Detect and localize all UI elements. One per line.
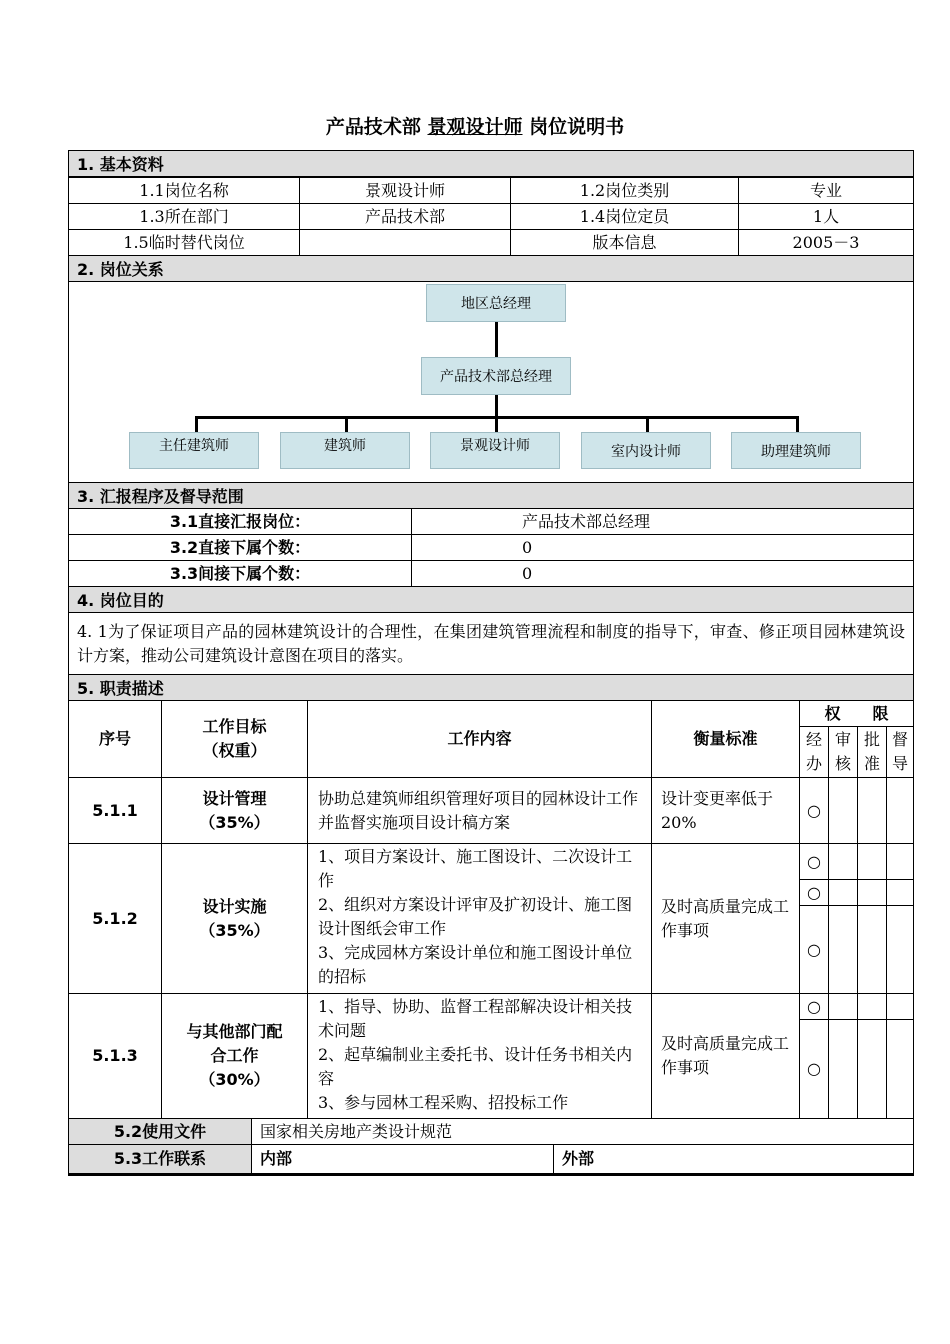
duty-goal: 与其他部门配 合工作 （30%） xyxy=(161,993,308,1119)
org-node-assistant-architect: 助理建筑师 xyxy=(731,432,861,469)
org-connector xyxy=(195,416,198,432)
post-type-value: 专业 xyxy=(738,177,914,204)
authority-empty xyxy=(857,777,887,844)
duty-content: 1、项目方案设计、施工图设计、二次设计工作 2、组织对方案设计评审及扩初设计、施工图设计图纸会审工作 3、完成园林方案设计单位和施工图设计单位的招标 xyxy=(307,843,652,994)
authority-mark: ○ xyxy=(799,843,829,880)
duty-no: 5.1.3 xyxy=(68,993,162,1119)
substitute-value xyxy=(299,229,511,256)
authority-empty xyxy=(857,1019,887,1119)
section-basic-header: 1. 基本资料 xyxy=(68,150,914,177)
org-node-chief-architect: 主任建筑师 xyxy=(129,432,259,469)
duty-content: 1、指导、协助、监督工程部解决设计相关技术问题 2、起草编制业主委托书、设计任务书相关内容 3、参与园林工程采购、招投标工作 xyxy=(307,993,652,1119)
contact-external: 外部 xyxy=(553,1144,914,1176)
duty-no: 5.1.1 xyxy=(68,777,162,844)
authority-empty xyxy=(828,843,858,880)
post-name-value: 景观设计师 xyxy=(299,177,511,204)
direct-subordinates-label: 3.2直接下属个数： xyxy=(68,534,412,561)
duty-goal: 设计管理 （35%） xyxy=(161,777,308,844)
post-name-label: 1.1岗位名称 xyxy=(68,177,300,204)
contact-internal: 内部 xyxy=(251,1144,554,1176)
direct-report-value: 产品技术部总经理 xyxy=(411,508,914,535)
authority-empty xyxy=(857,993,887,1020)
org-connector xyxy=(345,416,348,432)
direct-subordinates-value: 0 xyxy=(411,534,914,561)
section-purpose-header: 4. 岗位目的 xyxy=(68,586,914,613)
authority-empty xyxy=(886,843,914,880)
org-connector xyxy=(646,416,649,432)
docs-value: 国家相关房地产类设计规范 xyxy=(251,1118,914,1145)
authority-empty xyxy=(857,843,887,880)
section-relations-header: 2. 岗位关系 xyxy=(68,255,914,282)
auth-col-supervise: 督 导 xyxy=(886,726,914,778)
org-connector xyxy=(796,416,799,432)
authority-empty xyxy=(886,905,914,994)
duty-content: 协助总建筑师组织管理好项目的园林设计工作并监督实施项目设计稿方案 xyxy=(307,777,652,844)
auth-col-review: 审 核 xyxy=(828,726,858,778)
dept-label: 1.3所在部门 xyxy=(68,203,300,230)
dept-value: 产品技术部 xyxy=(299,203,511,230)
version-value: 2005－3 xyxy=(738,229,914,256)
post-type-label: 1.2岗位类别 xyxy=(510,177,739,204)
version-label: 版本信息 xyxy=(510,229,739,256)
authority-empty xyxy=(828,993,858,1020)
org-connector xyxy=(495,322,498,358)
authority-empty xyxy=(828,1019,858,1119)
authority-empty xyxy=(886,879,914,906)
purpose-text: 4. 1为了保证项目产品的园林建筑设计的合理性，在集团建筑管理流程和制度的指导下，审查、修正项目园林建筑设计方案，推动公司建筑设计意图在项目的落实。 xyxy=(68,612,914,675)
substitute-label: 1.5临时替代岗位 xyxy=(68,229,300,256)
page-title: 产品技术部 景观设计师 岗位说明书 xyxy=(325,116,625,138)
quota-label: 1.4岗位定员 xyxy=(510,203,739,230)
authority-mark: ○ xyxy=(799,1019,829,1119)
auth-col-approve: 批 准 xyxy=(857,726,887,778)
authority-empty xyxy=(857,905,887,994)
section-reporting-header: 3. 汇报程序及督导范围 xyxy=(68,482,914,509)
authority-empty xyxy=(828,879,858,906)
quota-value: 1人 xyxy=(738,203,914,230)
col-header-no: 序号 xyxy=(68,700,162,778)
docs-label: 5.2使用文件 xyxy=(68,1118,252,1145)
authority-empty xyxy=(857,879,887,906)
org-node-regional-gm: 地区总经理 xyxy=(426,284,566,322)
duty-measure: 及时高质量完成工作事项 xyxy=(651,993,800,1119)
col-header-content: 工作内容 xyxy=(307,700,652,778)
authority-mark: ○ xyxy=(799,905,829,994)
authority-mark: ○ xyxy=(799,993,829,1020)
duty-measure: 设计变更率低于20% xyxy=(651,777,800,844)
duty-goal: 设计实施 （35%） xyxy=(161,843,308,994)
org-node-architect: 建筑师 xyxy=(280,432,410,469)
col-header-measure: 衡量标准 xyxy=(651,700,800,778)
authority-mark: ○ xyxy=(799,777,829,844)
authority-empty xyxy=(828,777,858,844)
authority-mark: ○ xyxy=(799,879,829,906)
authority-empty xyxy=(828,905,858,994)
indirect-subordinates-label: 3.3间接下属个数： xyxy=(68,560,412,587)
col-header-goal: 工作目标 （权重） xyxy=(161,700,308,778)
duty-measure: 及时高质量完成工作事项 xyxy=(651,843,800,994)
authority-empty xyxy=(886,777,914,844)
org-node-dept-gm: 产品技术部总经理 xyxy=(421,357,571,395)
direct-report-label: 3.1直接汇报岗位： xyxy=(68,508,412,535)
authority-empty xyxy=(886,993,914,1020)
org-chart xyxy=(68,281,914,483)
contact-label: 5.3工作联系 xyxy=(68,1144,252,1176)
org-connector xyxy=(495,416,498,432)
authority-empty xyxy=(886,1019,914,1119)
org-node-interior-designer: 室内设计师 xyxy=(581,432,711,469)
indirect-subordinates-value: 0 xyxy=(411,560,914,587)
org-node-landscape-designer: 景观设计师 xyxy=(430,432,560,469)
section-duties-header: 5. 职责描述 xyxy=(68,674,914,701)
duty-no: 5.1.2 xyxy=(68,843,162,994)
auth-col-handle: 经 办 xyxy=(799,726,829,778)
col-header-authority: 权 限 xyxy=(799,700,914,727)
